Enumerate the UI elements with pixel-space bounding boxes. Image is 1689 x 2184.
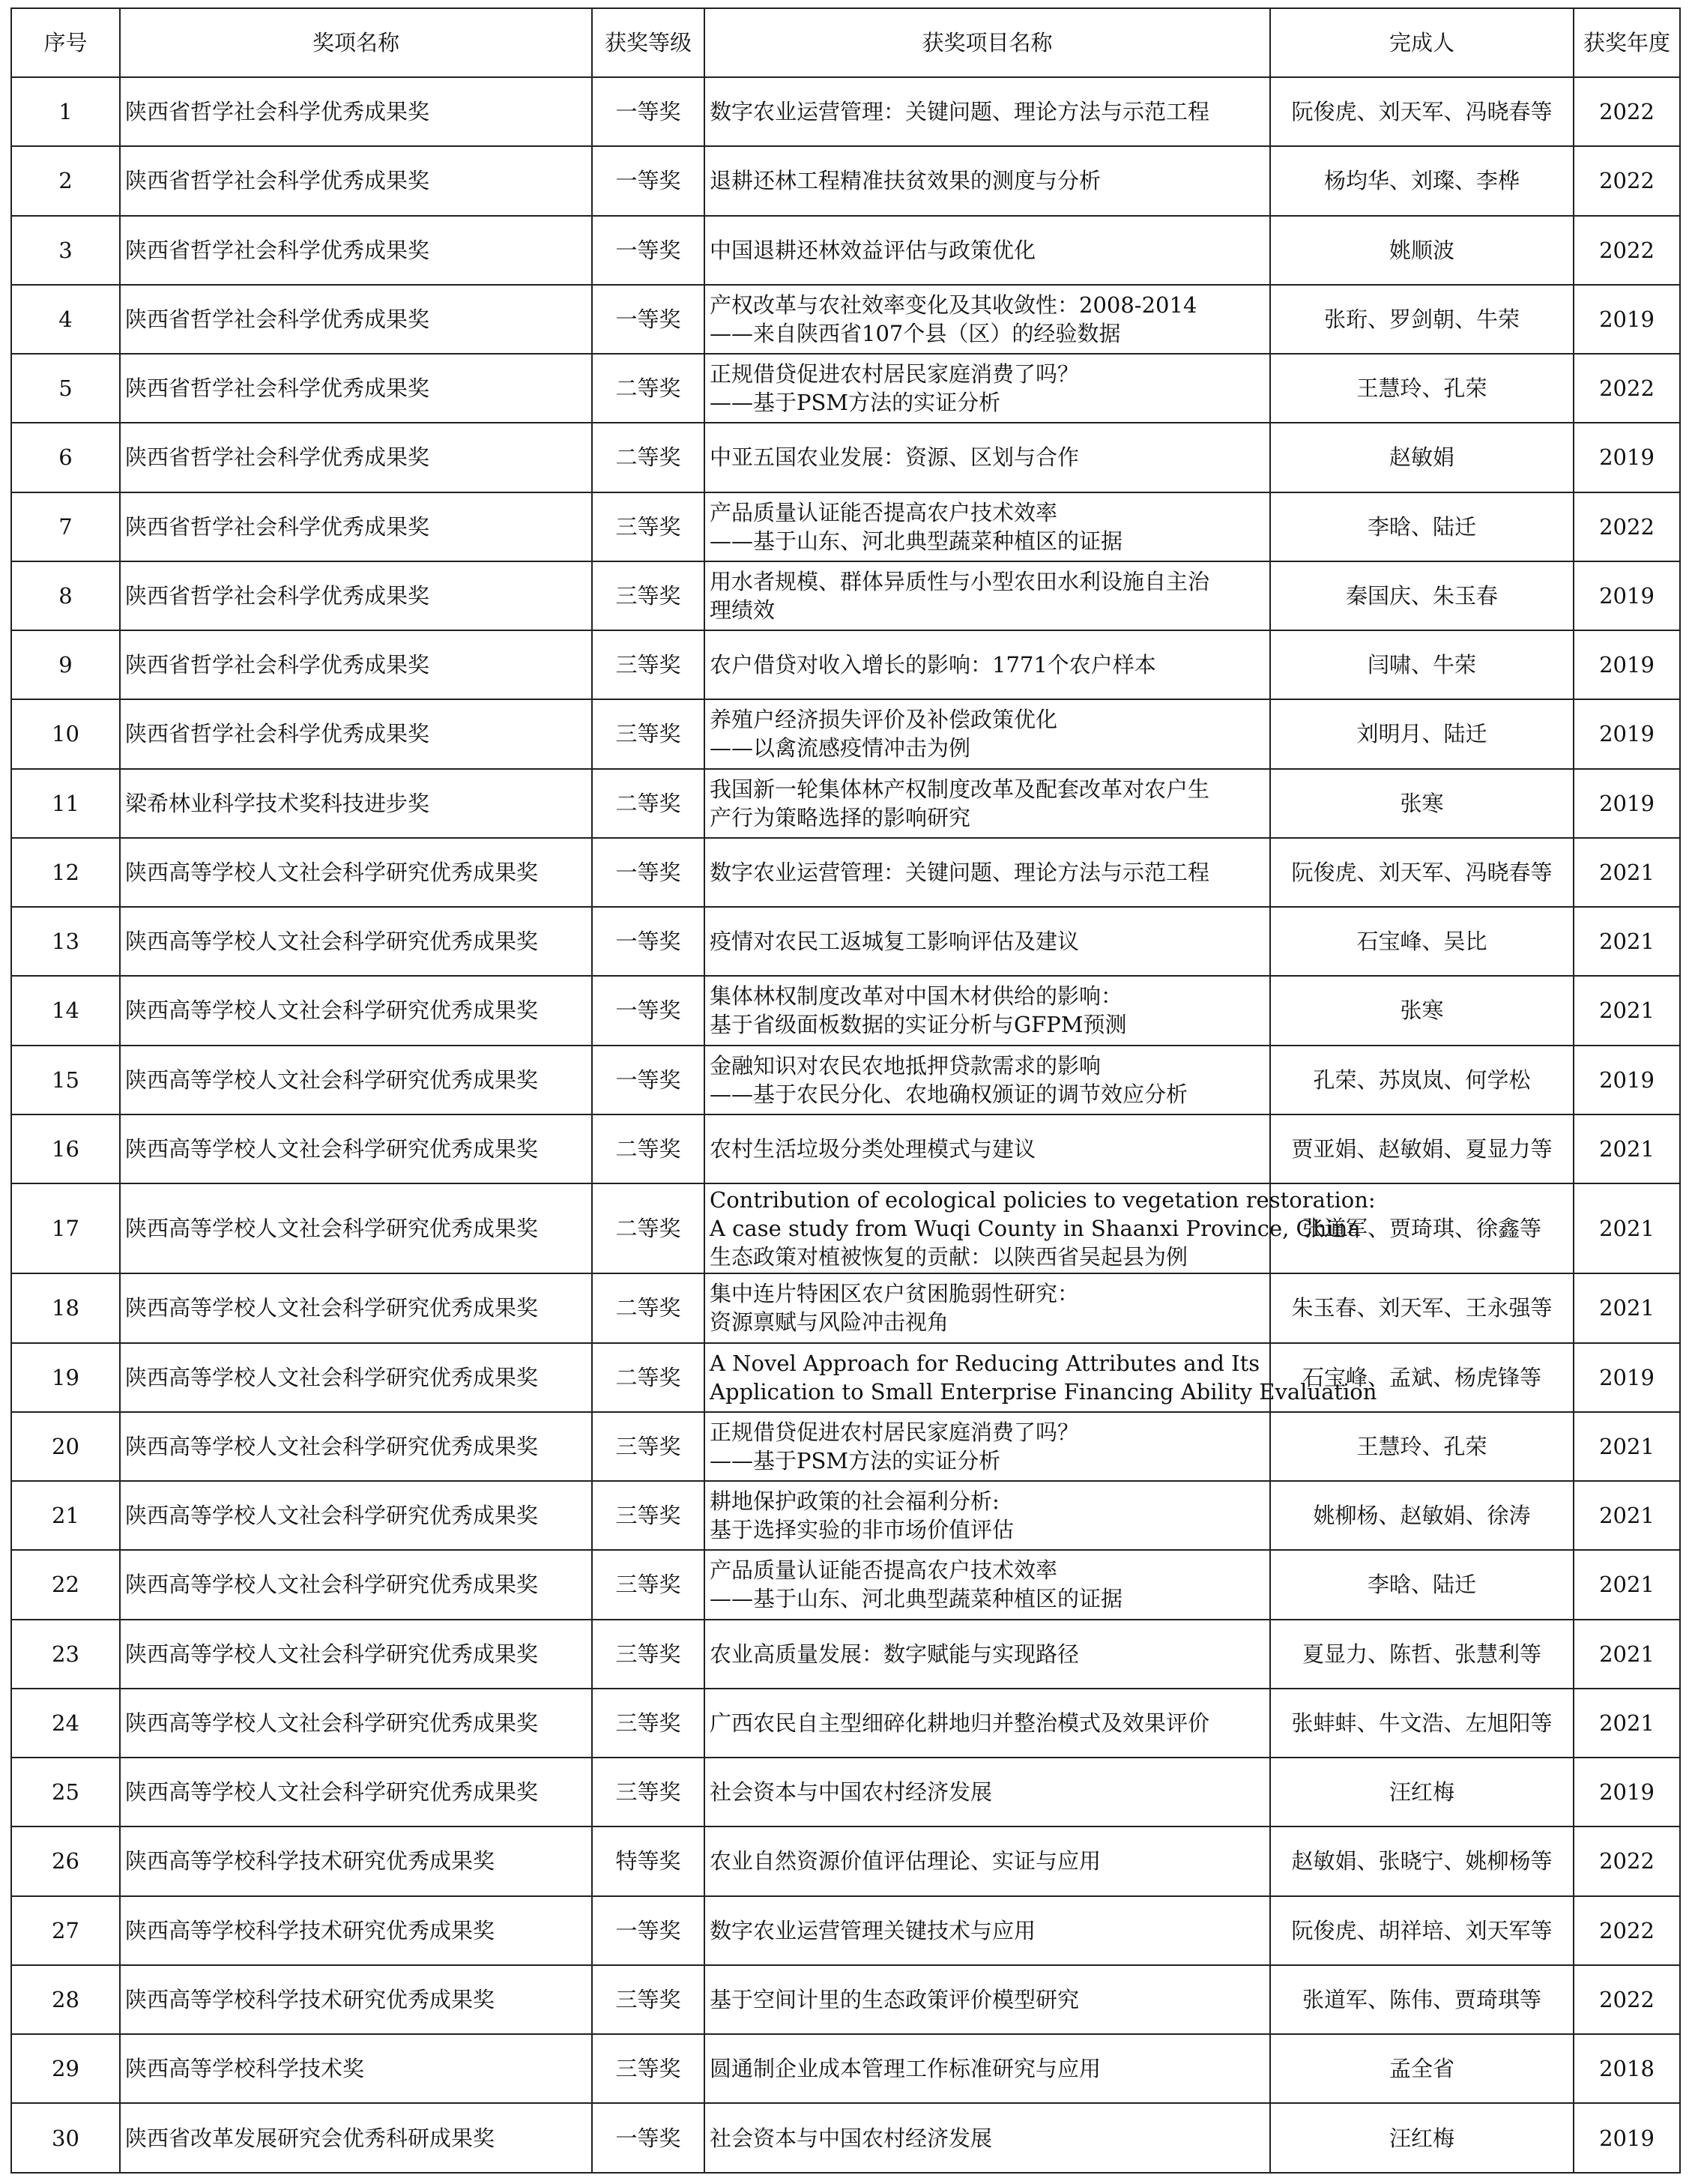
- table-row: [11, 1114, 1680, 1183]
- table-row: [11, 1758, 1680, 1826]
- cell-project: [704, 2103, 1270, 2173]
- cell-award: 陕西省哲学社会科学优秀成果奖: [120, 77, 592, 146]
- table-row: [11, 907, 1680, 976]
- cell-award: 陕西高等学校人文社会科学研究优秀成果奖: [120, 1620, 592, 1689]
- project-line: 我国新一轮集体林产权制度改革及配套改革对农户生: [710, 776, 1210, 802]
- project-line: 圆通制企业成本管理工作标准研究与应用: [710, 2056, 1102, 2082]
- project-line: 集体林权制度改革对中国木材供给的影响：: [710, 983, 1123, 1010]
- project-line: A Novel Approach for Reducing Attributes and Its: [710, 1350, 1260, 1376]
- cell-year: 2019: [1574, 1343, 1680, 1412]
- project-line: 疫情对农民工返城复工影响评估及建议: [710, 929, 1080, 955]
- table-row: [11, 354, 1680, 423]
- cell-project: [704, 1758, 1270, 1826]
- cell-project: [704, 1689, 1270, 1758]
- cell-level: 三等奖: [592, 1481, 704, 1550]
- cell-year: 2021: [1574, 976, 1680, 1045]
- cell-level: 特等奖: [592, 1826, 704, 1895]
- cell-award: 陕西省哲学社会科学优秀成果奖: [120, 630, 592, 699]
- header-level: 获奖等级: [592, 8, 704, 77]
- cell-year: 2022: [1574, 216, 1680, 285]
- cell-project: [704, 769, 1270, 838]
- cell-project: [704, 838, 1270, 907]
- project-line: 基于选择实验的非市场价值评估: [710, 1517, 1015, 1543]
- cell-level: 二等奖: [592, 1183, 704, 1273]
- project-line: 中国退耕还林效益评估与政策优化: [710, 237, 1036, 263]
- cell-people: 孟全省: [1270, 2034, 1574, 2103]
- cell-people: 张道军、陈伟、贾琦琪等: [1270, 1965, 1574, 2034]
- project-line: 退耕还林工程精准扶贫效果的测度与分析: [710, 168, 1102, 194]
- table-row: [11, 1343, 1680, 1412]
- cell-project: [704, 1046, 1270, 1114]
- cell-level: 三等奖: [592, 699, 704, 768]
- project-line: 农户借贷对收入增长的影响：1771个农户样本: [710, 652, 1156, 678]
- cell-year: 2021: [1574, 1620, 1680, 1689]
- cell-people: 汪红梅: [1270, 2103, 1574, 2173]
- cell-no: 2: [11, 146, 120, 215]
- cell-year: 2021: [1574, 1273, 1680, 1342]
- table-row: [11, 1046, 1680, 1114]
- project-line: 产品质量认证能否提高农户技术效率: [710, 1557, 1058, 1584]
- project-line: 社会资本与中国农村经济发展: [710, 1779, 993, 1806]
- cell-year: 2021: [1574, 838, 1680, 907]
- cell-year: 2019: [1574, 699, 1680, 768]
- cell-year: 2021: [1574, 1481, 1680, 1550]
- header-award: 奖项名称: [120, 8, 592, 77]
- cell-no: 30: [11, 2103, 120, 2173]
- table-row: [11, 1826, 1680, 1895]
- cell-year: 2019: [1574, 630, 1680, 699]
- cell-year: 2018: [1574, 2034, 1680, 2103]
- cell-people: 张寒: [1270, 769, 1574, 838]
- cell-no: 15: [11, 1046, 120, 1114]
- cell-award: 陕西高等学校人文社会科学研究优秀成果奖: [120, 976, 592, 1045]
- table-row: [11, 423, 1680, 492]
- cell-no: 5: [11, 354, 120, 423]
- cell-level: 二等奖: [592, 769, 704, 838]
- table-row: [11, 1689, 1680, 1758]
- cell-no: 20: [11, 1412, 120, 1481]
- cell-award: 陕西省哲学社会科学优秀成果奖: [120, 423, 592, 492]
- cell-level: 一等奖: [592, 838, 704, 907]
- cell-award: 陕西高等学校人文社会科学研究优秀成果奖: [120, 1412, 592, 1481]
- cell-project: [704, 699, 1270, 768]
- cell-no: 16: [11, 1114, 120, 1183]
- table-row: [11, 492, 1680, 561]
- cell-level: 三等奖: [592, 492, 704, 561]
- cell-no: 19: [11, 1343, 120, 1412]
- project-line: 农村生活垃圾分类处理模式与建议: [710, 1135, 1036, 1162]
- cell-level: 三等奖: [592, 1412, 704, 1481]
- cell-award: 陕西省哲学社会科学优秀成果奖: [120, 699, 592, 768]
- project-line: 集中连片特困区农户贫困脆弱性研究：: [710, 1281, 1080, 1307]
- cell-level: 一等奖: [592, 976, 704, 1045]
- cell-no: 12: [11, 838, 120, 907]
- table-row: [11, 285, 1680, 354]
- cell-no: 4: [11, 285, 120, 354]
- project-line: A case study from Wuqi County in Shaanxi Province, China: [710, 1216, 1361, 1242]
- project-line: 金融知识对农民农地抵押贷款需求的影响: [710, 1052, 1102, 1079]
- cell-people: 刘明月、陆迁: [1270, 699, 1574, 768]
- cell-award: 陕西高等学校人文社会科学研究优秀成果奖: [120, 1273, 592, 1342]
- cell-year: 2019: [1574, 1046, 1680, 1114]
- cell-no: 6: [11, 423, 120, 492]
- cell-award: 陕西高等学校人文社会科学研究优秀成果奖: [120, 1758, 592, 1826]
- cell-level: 一等奖: [592, 1046, 704, 1114]
- cell-project: [704, 976, 1270, 1045]
- cell-year: 2021: [1574, 1183, 1680, 1273]
- cell-level: 二等奖: [592, 1273, 704, 1342]
- cell-project: [704, 423, 1270, 492]
- cell-year: 2019: [1574, 561, 1680, 630]
- table-row: [11, 1896, 1680, 1965]
- cell-award: 陕西省哲学社会科学优秀成果奖: [120, 492, 592, 561]
- cell-year: 2021: [1574, 1412, 1680, 1481]
- header-people: 完成人: [1270, 8, 1574, 77]
- cell-year: 2019: [1574, 2103, 1680, 2173]
- cell-award: 陕西高等学校人文社会科学研究优秀成果奖: [120, 838, 592, 907]
- cell-people: 朱玉春、刘天军、王永强等: [1270, 1273, 1574, 1342]
- project-line: ——基于山东、河北典型蔬菜种植区的证据: [710, 1586, 1123, 1612]
- header-year: 获奖年度: [1574, 8, 1680, 77]
- cell-people: 孔荣、苏岚岚、何学松: [1270, 1046, 1574, 1114]
- cell-project: [704, 1183, 1376, 1273]
- header-project: 获奖项目名称: [704, 8, 1270, 77]
- project-line: Application to Small Enterprise Financing Ability Evaluation: [710, 1378, 1377, 1405]
- cell-award: 陕西高等学校人文社会科学研究优秀成果奖: [120, 1343, 592, 1412]
- cell-award: 陕西高等学校科学技术研究优秀成果奖: [120, 1965, 592, 2034]
- cell-award: 陕西高等学校人文社会科学研究优秀成果奖: [120, 907, 592, 976]
- cell-no: 7: [11, 492, 120, 561]
- table-row: [11, 216, 1680, 285]
- project-line: 基于省级面板数据的实证分析与GFPM预测: [710, 1012, 1127, 1038]
- cell-no: 28: [11, 1965, 120, 2034]
- cell-people: 张道军、贾琦琪、徐鑫等: [1270, 1183, 1574, 1273]
- cell-level: 三等奖: [592, 561, 704, 630]
- project-line: 社会资本与中国农村经济发展: [710, 2125, 993, 2151]
- cell-award: 陕西省哲学社会科学优秀成果奖: [120, 561, 592, 630]
- project-line: ——基于PSM方法的实证分析: [710, 1447, 1001, 1473]
- project-line: 数字农业运营管理：关键问题、理论方法与示范工程: [710, 859, 1210, 885]
- cell-year: 2022: [1574, 146, 1680, 215]
- cell-level: 三等奖: [592, 1965, 704, 2034]
- cell-award: 陕西高等学校人文社会科学研究优秀成果奖: [120, 1550, 592, 1619]
- awards-table: [10, 7, 1681, 2174]
- cell-level: 一等奖: [592, 907, 704, 976]
- cell-project: [704, 1343, 1377, 1412]
- cell-year: 2021: [1574, 1550, 1680, 1619]
- cell-no: 1: [11, 77, 120, 146]
- cell-award: 陕西省哲学社会科学优秀成果奖: [120, 146, 592, 215]
- table-row: [11, 838, 1680, 907]
- table-row: [11, 2034, 1680, 2103]
- cell-year: 2022: [1574, 1896, 1680, 1965]
- cell-no: 24: [11, 1689, 120, 1758]
- cell-project: [704, 77, 1270, 146]
- cell-people: 王慧玲、孔荣: [1270, 1412, 1574, 1481]
- table-row: [11, 976, 1680, 1045]
- cell-level: 三等奖: [592, 2034, 704, 2103]
- cell-people: 张寒: [1270, 976, 1574, 1045]
- cell-level: 一等奖: [592, 1896, 704, 1965]
- project-line: 理绩效: [710, 597, 776, 623]
- cell-year: 2022: [1574, 492, 1680, 561]
- cell-no: 22: [11, 1550, 120, 1619]
- cell-project: [704, 1620, 1270, 1689]
- cell-no: 9: [11, 630, 120, 699]
- cell-year: 2019: [1574, 769, 1680, 838]
- project-line: 广西农民自主型细碎化耕地归并整治模式及效果评价: [710, 1710, 1210, 1736]
- table-row: [11, 2103, 1680, 2173]
- cell-no: 21: [11, 1481, 120, 1550]
- project-line: 正规借贷促进农村居民家庭消费了吗？: [710, 361, 1080, 387]
- project-line: 中亚五国农业发展：资源、区划与合作: [710, 444, 1080, 471]
- project-line: 耕地保护政策的社会福利分析:: [710, 1488, 1000, 1515]
- table-header: [11, 8, 1680, 77]
- table-row: [11, 1481, 1680, 1550]
- cell-project: [704, 1965, 1270, 2034]
- cell-award: 陕西高等学校人文社会科学研究优秀成果奖: [120, 1114, 592, 1183]
- cell-award: 陕西高等学校人文社会科学研究优秀成果奖: [120, 1481, 592, 1550]
- cell-people: 张蚌蚌、牛文浩、左旭阳等: [1270, 1689, 1574, 1758]
- table-row: [11, 1965, 1680, 2034]
- cell-project: [704, 492, 1270, 561]
- cell-project: [704, 1114, 1270, 1183]
- cell-award: 陕西省哲学社会科学优秀成果奖: [120, 285, 592, 354]
- cell-level: 三等奖: [592, 1620, 704, 1689]
- cell-level: 三等奖: [592, 630, 704, 699]
- cell-project: [704, 561, 1270, 630]
- project-line: 产权改革与农社效率变化及其收敛性：2008-2014: [710, 292, 1197, 318]
- cell-project: [704, 907, 1270, 976]
- cell-project: [704, 1412, 1270, 1481]
- table-row: [11, 630, 1680, 699]
- cell-award: 陕西高等学校科学技术研究优秀成果奖: [120, 1826, 592, 1895]
- cell-award: 陕西高等学校科学技术研究优秀成果奖: [120, 1896, 592, 1965]
- project-line: ——基于山东、河北典型蔬菜种植区的证据: [710, 528, 1123, 554]
- cell-no: 11: [11, 769, 120, 838]
- cell-people: 赵敏娟: [1270, 423, 1574, 492]
- cell-no: 3: [11, 216, 120, 285]
- cell-level: 一等奖: [592, 146, 704, 215]
- cell-year: 2022: [1574, 1826, 1680, 1895]
- cell-project: [704, 354, 1270, 423]
- cell-project: [704, 1826, 1270, 1895]
- cell-project: [704, 1896, 1270, 1965]
- table-body: [11, 77, 1680, 2173]
- cell-people: 李晗、陆迁: [1270, 492, 1574, 561]
- cell-people: 石宝峰、吴比: [1270, 907, 1574, 976]
- cell-project: [704, 216, 1270, 285]
- cell-people: 秦国庆、朱玉春: [1270, 561, 1574, 630]
- project-line: 正规借贷促进农村居民家庭消费了吗？: [710, 1419, 1080, 1445]
- cell-people: 阮俊虎、刘天军、冯晓春等: [1270, 77, 1574, 146]
- cell-year: 2019: [1574, 1758, 1680, 1826]
- cell-people: 贾亚娟、赵敏娟、夏显力等: [1270, 1114, 1574, 1183]
- table-row: [11, 1273, 1680, 1342]
- cell-award: 陕西省哲学社会科学优秀成果奖: [120, 216, 592, 285]
- cell-no: 23: [11, 1620, 120, 1689]
- table-row: [11, 1412, 1680, 1481]
- cell-project: [704, 2034, 1270, 2103]
- cell-year: 2019: [1574, 285, 1680, 354]
- cell-award: 梁希林业科学技术奖科技进步奖: [120, 769, 592, 838]
- header-row: [11, 8, 1680, 77]
- project-line: ——基于PSM方法的实证分析: [710, 390, 1001, 416]
- cell-people: 李晗、陆迁: [1270, 1550, 1574, 1619]
- cell-people: 王慧玲、孔荣: [1270, 354, 1574, 423]
- project-line: ——基于农民分化、农地确权颁证的调节效应分析: [710, 1081, 1188, 1107]
- cell-no: 8: [11, 561, 120, 630]
- cell-level: 一等奖: [592, 2103, 704, 2173]
- cell-project: [704, 630, 1270, 699]
- project-line: ——以禽流感疫情冲击为例: [710, 735, 971, 761]
- project-line: Contribution of ecological policies to vegetation restoration:: [710, 1187, 1376, 1213]
- table-row: [11, 1550, 1680, 1619]
- cell-award: 陕西高等学校人文社会科学研究优秀成果奖: [120, 1046, 592, 1114]
- cell-people: 阮俊虎、刘天军、冯晓春等: [1270, 838, 1574, 907]
- project-line: 用水者规模、群体异质性与小型农田水利设施自主治: [710, 568, 1210, 594]
- cell-project: [704, 1481, 1270, 1550]
- cell-people: 汪红梅: [1270, 1758, 1574, 1826]
- project-line: 数字农业运营管理：关键问题、理论方法与示范工程: [710, 99, 1210, 125]
- cell-no: 14: [11, 976, 120, 1045]
- cell-project: [704, 285, 1270, 354]
- cell-no: 26: [11, 1826, 120, 1895]
- cell-no: 27: [11, 1896, 120, 1965]
- cell-year: 2021: [1574, 907, 1680, 976]
- cell-no: 17: [11, 1183, 120, 1273]
- cell-people: 杨均华、刘璨、李桦: [1270, 146, 1574, 215]
- cell-level: 三等奖: [592, 1689, 704, 1758]
- table-row: [11, 561, 1680, 630]
- cell-award: 陕西高等学校人文社会科学研究优秀成果奖: [120, 1689, 592, 1758]
- cell-level: 三等奖: [592, 1758, 704, 1826]
- cell-project: [704, 1273, 1270, 1342]
- project-line: ——来自陕西省107个县（区）的经验数据: [710, 320, 1121, 346]
- project-line: 数字农业运营管理关键技术与应用: [710, 1917, 1036, 1943]
- project-line: 资源禀赋与风险冲击视角: [710, 1309, 949, 1336]
- cell-level: 二等奖: [592, 423, 704, 492]
- cell-level: 二等奖: [592, 1114, 704, 1183]
- cell-no: 25: [11, 1758, 120, 1826]
- project-line: 产行为策略选择的影响研究: [710, 804, 971, 830]
- cell-year: 2022: [1574, 77, 1680, 146]
- table-row: [11, 699, 1680, 768]
- cell-people: 阮俊虎、胡祥培、刘天军等: [1270, 1896, 1574, 1965]
- cell-people: 赵敏娟、张晓宁、姚柳杨等: [1270, 1826, 1574, 1895]
- project-line: 基于空间计里的生态政策评价模型研究: [710, 1986, 1080, 2012]
- cell-award: 陕西省改革发展研究会优秀科研成果奖: [120, 2103, 592, 2173]
- cell-year: 2021: [1574, 1114, 1680, 1183]
- cell-people: 闫啸、牛荣: [1270, 630, 1574, 699]
- cell-no: 18: [11, 1273, 120, 1342]
- table-row: [11, 146, 1680, 215]
- cell-level: 一等奖: [592, 216, 704, 285]
- cell-no: 13: [11, 907, 120, 976]
- project-line: 农业高质量发展：数字赋能与实现路径: [710, 1641, 1080, 1667]
- cell-project: [704, 146, 1270, 215]
- table-row: [11, 1183, 1680, 1273]
- cell-level: 三等奖: [592, 1550, 704, 1619]
- cell-project: [704, 1550, 1270, 1619]
- cell-year: 2022: [1574, 354, 1680, 423]
- cell-people: 张珩、罗剑朝、牛荣: [1270, 285, 1574, 354]
- cell-people: 姚柳杨、赵敏娟、徐涛: [1270, 1481, 1574, 1550]
- project-line: 产品质量认证能否提高农户技术效率: [710, 499, 1058, 525]
- cell-level: 一等奖: [592, 285, 704, 354]
- project-line: 农业自然资源价值评估理论、实证与应用: [710, 1848, 1102, 1874]
- cell-year: 2022: [1574, 1965, 1680, 2034]
- cell-no: 10: [11, 699, 120, 768]
- cell-people: 夏显力、陈哲、张慧利等: [1270, 1620, 1574, 1689]
- cell-level: 一等奖: [592, 77, 704, 146]
- cell-level: 二等奖: [592, 354, 704, 423]
- cell-year: 2019: [1574, 423, 1680, 492]
- cell-no: 29: [11, 2034, 120, 2103]
- table-row: [11, 77, 1680, 146]
- header-no: 序号: [11, 8, 120, 77]
- cell-year: 2021: [1574, 1689, 1680, 1758]
- table-row: [11, 1620, 1680, 1689]
- cell-level: 二等奖: [592, 1343, 704, 1412]
- project-line: 生态政策对植被恢复的贡献：以陕西省吴起县为例: [710, 1244, 1188, 1270]
- project-line: 养殖户经济损失评价及补偿政策优化: [710, 707, 1058, 733]
- cell-award: 陕西高等学校科学技术奖: [120, 2034, 592, 2103]
- cell-people: 姚顺波: [1270, 216, 1574, 285]
- table-row: [11, 769, 1680, 838]
- cell-award: 陕西省哲学社会科学优秀成果奖: [120, 354, 592, 423]
- cell-award: 陕西高等学校人文社会科学研究优秀成果奖: [120, 1183, 592, 1273]
- cell-people: 石宝峰、孟斌、杨虎锋等: [1270, 1343, 1574, 1412]
